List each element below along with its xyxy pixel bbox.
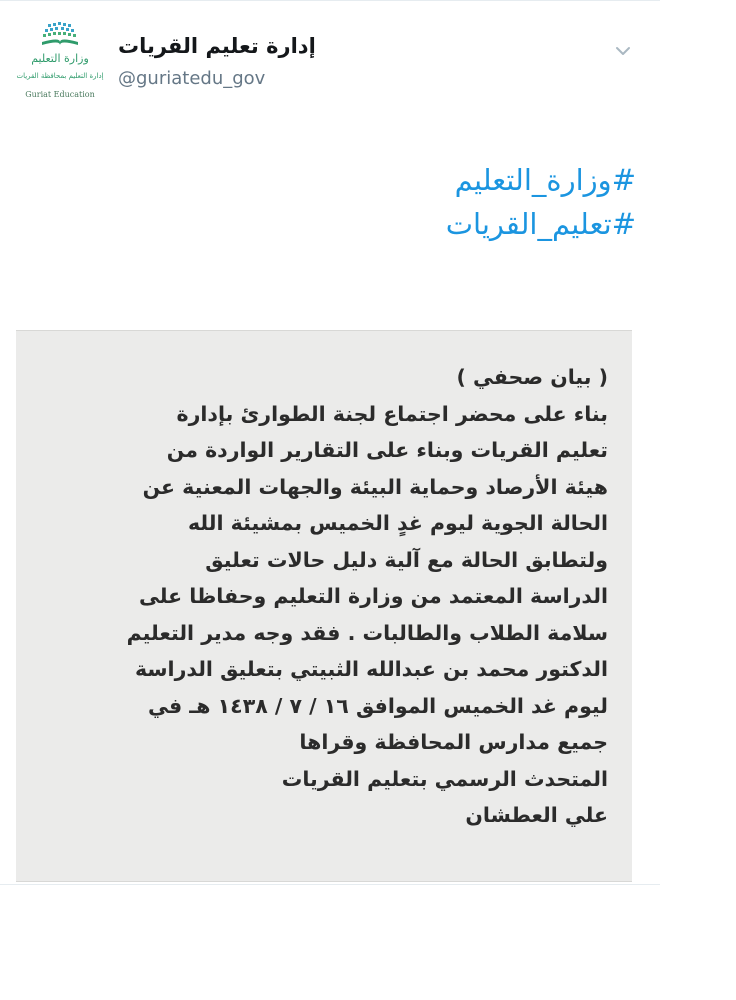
statement-line: سلامة الطلاب والطالبات . فقد وجه مدير التعليم — [126, 620, 608, 645]
hashtag-link[interactable]: #وزارة_التعليم — [454, 163, 636, 197]
statement-line: الدراسة المعتمد من وزارة التعليم وحفاظا على — [139, 584, 608, 608]
statement-line: الدكتور محمد بن عبدالله الثبيتي بتعليق الدراسة — [134, 657, 608, 681]
statement-line: الحالة الجوية ليوم غدٍ الخميس بمشيئة الله — [188, 511, 608, 535]
statement-line: ليوم غد الخميس الموافق ١٦ / ٧ / ١٤٣٨ هـ في — [148, 693, 608, 718]
account-handle[interactable]: @guriatedu_gov — [118, 68, 266, 89]
logo-english-name: Guriat Education — [25, 90, 95, 99]
statement-line: جميع مدارس المحافظة وقراها — [299, 730, 608, 754]
svg-text:وزارة التعليم: وزارة التعليم — [31, 52, 89, 65]
statement-line: ولتطابق الحالة مع آلية دليل حالات تعليق — [205, 547, 608, 572]
tweet-header — [0, 0, 660, 120]
divider — [0, 884, 660, 885]
statement-text — [38, 359, 608, 834]
statement-line: علي العطشان — [465, 803, 608, 827]
statement-line: بناء على محضر اجتماع لجنة الطوارئ بإدارة — [176, 401, 608, 426]
ministry-logo[interactable] — [14, 20, 106, 104]
press-statement-image[interactable] — [16, 330, 632, 882]
statement-line: تعليم القريات وبناء على التقارير الواردة من — [166, 438, 608, 462]
account-name[interactable]: إدارة تعليم القريات — [118, 34, 316, 58]
hashtag-list — [446, 158, 636, 246]
book-logo-icon — [14, 20, 106, 72]
hashtag-link[interactable]: #تعليم_القريات — [445, 207, 636, 241]
statement-line: هيئة الأرصاد وحماية البيئة والجهات المعنية عن — [142, 474, 608, 499]
logo-subtitle: إدارة التعليم بمحافظة القريات — [16, 72, 104, 80]
statement-line: ( بيان صحفي ) — [456, 365, 608, 389]
chevron-down-icon[interactable] — [612, 40, 634, 62]
statement-line: المتحدث الرسمي بتعليم القريات — [281, 766, 608, 791]
